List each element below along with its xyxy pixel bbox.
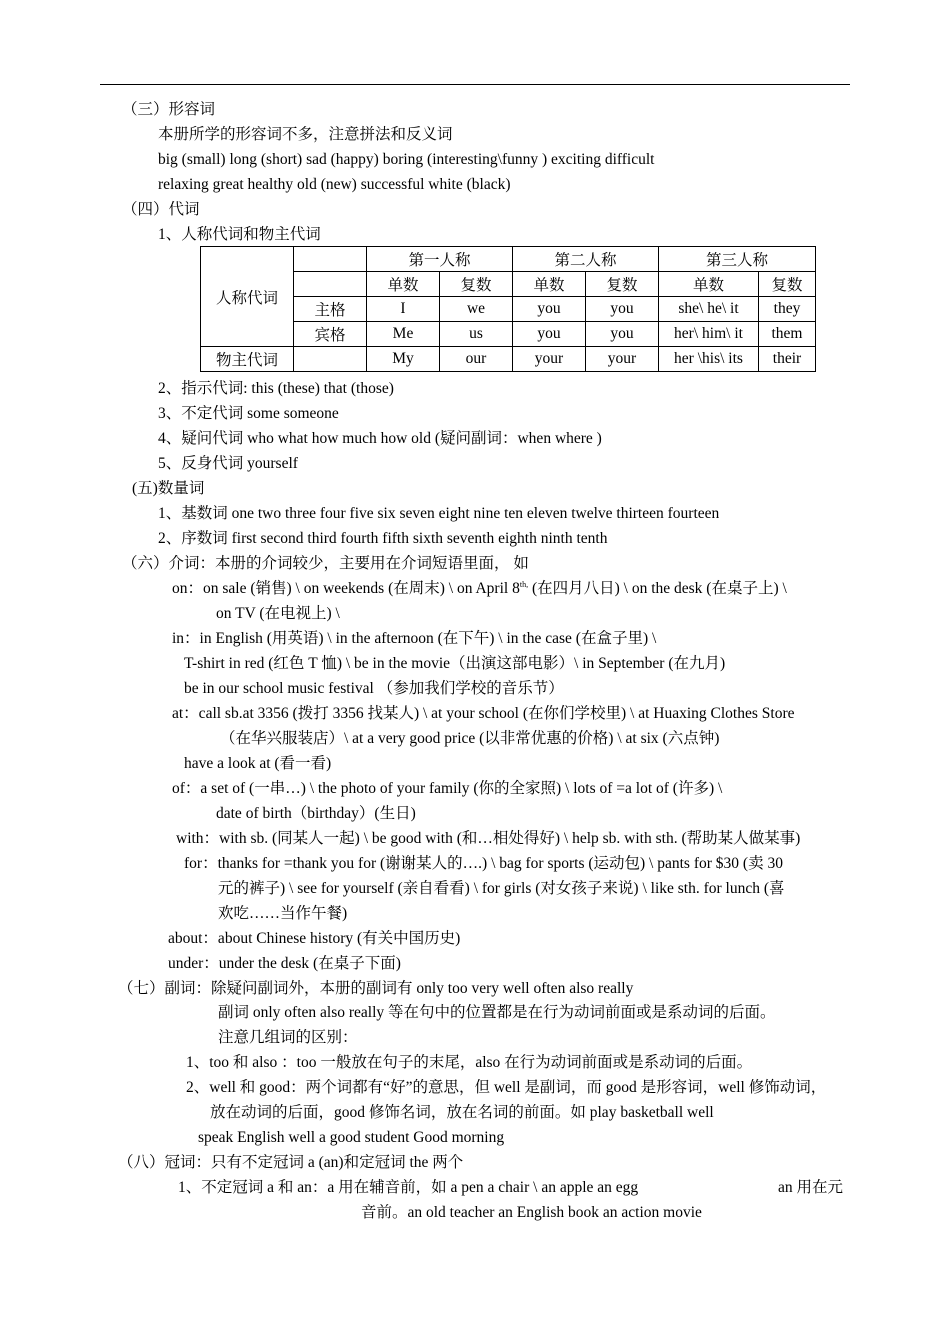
table-header-plural: 复数 — [759, 272, 816, 297]
adjectives-list-2: relaxing great healthy old (new) successful white (black) — [158, 176, 511, 193]
table-empty-cell — [294, 272, 367, 297]
prep-under-line: under：under the desk (在桌子下面) — [168, 955, 401, 972]
section-heading-adverbs: （七）副词：除疑问副词外，本册的副词有 only too very well often also really — [118, 980, 634, 997]
table-cell: I — [367, 297, 440, 322]
table-cell: you — [586, 297, 659, 322]
table-row-label-possessive: 物主代词 — [201, 347, 294, 372]
table-cell: her \his\ its — [659, 347, 759, 372]
table-header-singular: 单数 — [659, 272, 759, 297]
adjectives-list-1: big (small) long (short) sad (happy) boring (interesting\funny ) exciting difficult — [158, 151, 655, 168]
table-row-label-personal: 人称代词 — [201, 247, 294, 347]
section-heading-numerals: (五)数量词 — [132, 480, 205, 497]
header-rule — [100, 84, 850, 85]
section-heading-prepositions: （六）介词：本册的介词较少，主要用在介词短语里面， 如 — [122, 555, 529, 572]
table-cell: Me — [367, 322, 440, 347]
prep-on-line-2: on TV (在电视上) \ — [216, 605, 340, 622]
table-row-label-object: 宾格 — [294, 322, 367, 347]
table-cell: My — [367, 347, 440, 372]
table-cell: your — [513, 347, 586, 372]
prep-in-line-3: be in our school music festival （参加我们学校的音乐节） — [184, 680, 564, 697]
table-cell: our — [440, 347, 513, 372]
table-cell: them — [759, 322, 816, 347]
table-header-singular: 单数 — [367, 272, 440, 297]
table-cell: your — [586, 347, 659, 372]
adverbs-item-1: 1、too 和 also ：too 一般放在句子的末尾，also 在行为动词前面或是系动词的后面。 — [186, 1054, 753, 1071]
table-cell: you — [513, 322, 586, 347]
prep-about-line: about：about Chinese history (有关中国历史) — [168, 930, 461, 947]
adverbs-item-2b: 放在动词的后面，good 修饰名词，放在名词的前面。如 play basketball well — [210, 1104, 714, 1121]
prep-of-line-1: of：a set of (一串…) \ the photo of your family (你的全家照) \ lots of =a lot of (许多) \ — [172, 780, 723, 797]
table-cell: they — [759, 297, 816, 322]
table-cell: her\ him\ it — [659, 322, 759, 347]
cardinal-numbers: 1、基数词 one two three four five six seven eight nine ten eleven twelve thirteen fourteen — [158, 505, 720, 522]
section-heading-pronouns: （四）代词 — [122, 201, 200, 218]
table-cell: us — [440, 322, 513, 347]
prep-at-line-1: at：call sb.at 3356 (拨打 3356 找某人) \ at your school (在你们学校里) \ at Huaxing Clothes Store — [172, 705, 795, 722]
table-cell: you — [513, 297, 586, 322]
table-empty-cell — [294, 247, 367, 272]
prep-in-line-1: in：in English (用英语) \ in the afternoon (在下午) \ in the case (在盒子里) \ — [172, 630, 657, 647]
pronouns-sub-5: 5、反身代词 yourself — [158, 455, 298, 472]
prep-at-line-3: have a look at (看一看) — [184, 755, 332, 772]
table-header-plural: 复数 — [586, 272, 659, 297]
table-empty-cell — [294, 347, 367, 372]
pronouns-sub-1: 1、人称代词和物主代词 — [158, 226, 321, 243]
table-row-label-subject: 主格 — [294, 297, 367, 322]
adverbs-position: 副词 only often also really 等在句中的位置都是在行为动词前面或是系动词的后面。 — [218, 1004, 776, 1021]
prep-on-line-1 — [172, 580, 787, 598]
superscript-th: th, — [519, 579, 529, 589]
adverbs-item-2a: 2、well 和 good：两个词都有“好”的意思，但 well 是副词，而 good 是形容词，well 修饰动词， — [186, 1079, 827, 1096]
pronouns-sub-4: 4、疑问代词 who what how much how old (疑问副词：when where ) — [158, 430, 602, 447]
table-cell: their — [759, 347, 816, 372]
table-header-third-person: 第三人称 — [659, 247, 816, 272]
table-header-singular: 单数 — [513, 272, 586, 297]
prep-with-line: with：with sb. (同某人一起) \ be good with (和…相处得好) \ help sb. with sth. (帮助某人做某事) — [176, 830, 801, 847]
pronouns-sub-3: 3、不定代词 some someone — [158, 405, 339, 422]
adverbs-item-2c: speak English well a good student Good morning — [198, 1129, 505, 1146]
prep-at-line-2: （在华兴服装店）\ at a very good price (以非常优惠的价格) \ at six (六点钟) — [220, 730, 720, 747]
table-cell: we — [440, 297, 513, 322]
table-header-second-person: 第二人称 — [513, 247, 659, 272]
table-cell: you — [586, 322, 659, 347]
prep-of-line-2: date of birth（birthday）(生日) — [216, 805, 416, 822]
prep-on-text: on：on sale (销售) \ on weekends (在周末) \ on April 8 — [172, 580, 520, 597]
prep-in-line-2: T-shirt in red (红色 T 恤) \ be in the movie（出演这部电影）\ in September (在九月) — [184, 655, 726, 672]
adjectives-intro: 本册所学的形容词不多，注意拼法和反义词 — [158, 126, 453, 143]
articles-item-1c: 音前。an old teacher an English book an action movie — [361, 1204, 702, 1221]
articles-item-1a: 1、不定冠词 a 和 an：a 用在辅音前，如 a pen a chair \ an apple an egg — [178, 1179, 639, 1196]
prep-for-line-3: 欢吃……当作午餐) — [218, 905, 348, 922]
pronouns-sub-2: 2、指示代词: this (these) that (those) — [158, 380, 394, 397]
prep-on-text-cont: (在四月八日) \ on the desk (在桌子上) \ — [528, 580, 787, 597]
table-header-first-person: 第一人称 — [367, 247, 513, 272]
table-cell: she\ he\ it — [659, 297, 759, 322]
table-header-plural: 复数 — [440, 272, 513, 297]
adverbs-note: 注意几组词的区别： — [218, 1029, 358, 1046]
articles-item-1b: an 用在元 — [778, 1179, 844, 1196]
pronoun-table — [200, 246, 816, 372]
section-heading-articles: （八）冠词：只有不定冠词 a (an)和定冠词 the 两个 — [118, 1154, 464, 1171]
ordinal-numbers: 2、序数词 first second third fourth fifth sixth seventh eighth ninth tenth — [158, 530, 608, 547]
prep-for-line-2: 元的裤子) \ see for yourself (亲自看看) \ for girls (对女孩子来说) \ like sth. for lunch (喜 — [218, 880, 785, 897]
section-heading-adjectives: （三）形容词 — [122, 101, 216, 118]
prep-for-line-1: for：thanks for =thank you for (谢谢某人的….) \ bag for sports (运动包) \ pants for $30 (卖 30 — [184, 855, 783, 872]
